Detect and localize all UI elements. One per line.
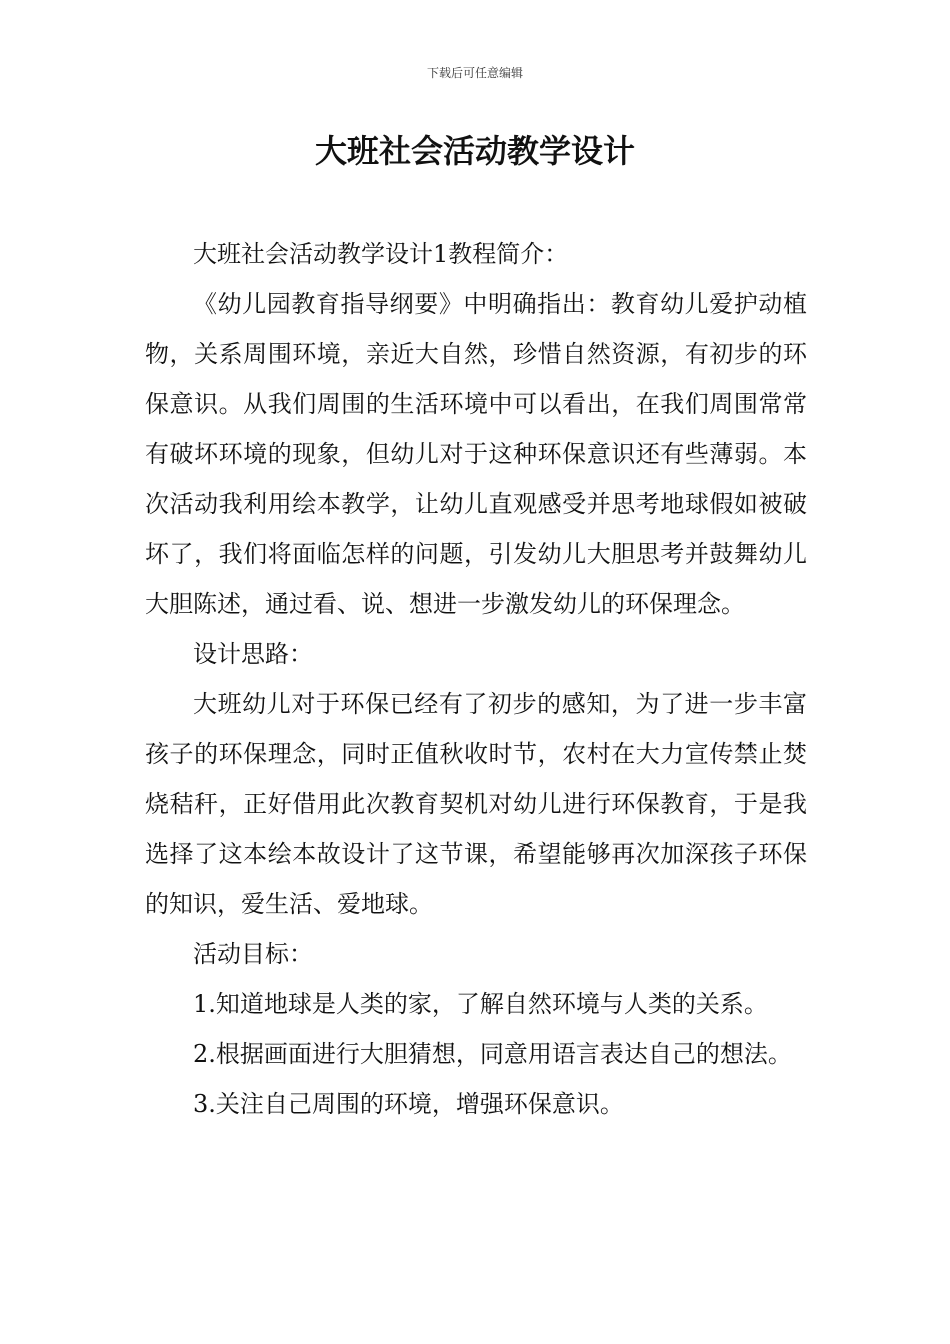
paragraph-goal-3: 3.关注自己周围的环境，增强环保意识。 <box>193 1090 624 1118</box>
document-body <box>145 229 807 1129</box>
paragraph-goal-2: 2.根据画面进行大胆猜想，同意用语言表达自己的想法。 <box>193 1040 792 1068</box>
paragraph-design: 大班幼儿对于环保已经有了初步的感知，为了进一步丰富孩子的环保理念，同时正值秋收时节，农村在大力宣传禁止焚烧秸秆，正好借用此次教育契机对幼儿进行环保教育，于是我选择了这本绘本故设计了这节课，希望能够再次加深孩子环保的知识，爱生活、爱地球。 <box>145 690 807 918</box>
header-note: 下载后可任意编辑 <box>426 66 523 80</box>
paragraph-intro-heading: 大班社会活动教学设计1教程简介： <box>193 240 569 268</box>
paragraph-intro: 《幼儿园教育指导纲要》中明确指出：教育幼儿爱护动植物，关系周围环境，亲近大自然，珍惜自然资源，有初步的环保意识。从我们周围的生活环境中可以看出，在我们周围常常有破坏环境的现象，但幼儿对于这种环保意识还有些薄弱。本次活动我利用绘本教学，让幼儿直观感受并思考地球假如被破坏了，我们将面临怎样的问题，引发幼儿大胆思考并鼓舞幼儿大胆陈述，通过看、说、想进一步激发幼儿的环保理念。 <box>145 290 807 618</box>
paragraph-goal-1: 1.知道地球是人类的家，了解自然环境与人类的关系。 <box>193 990 768 1018</box>
document-title: 大班社会活动教学设计 <box>314 132 635 170</box>
paragraph-design-heading: 设计思路： <box>193 640 313 668</box>
paragraph-goals-heading: 活动目标： <box>193 940 313 968</box>
